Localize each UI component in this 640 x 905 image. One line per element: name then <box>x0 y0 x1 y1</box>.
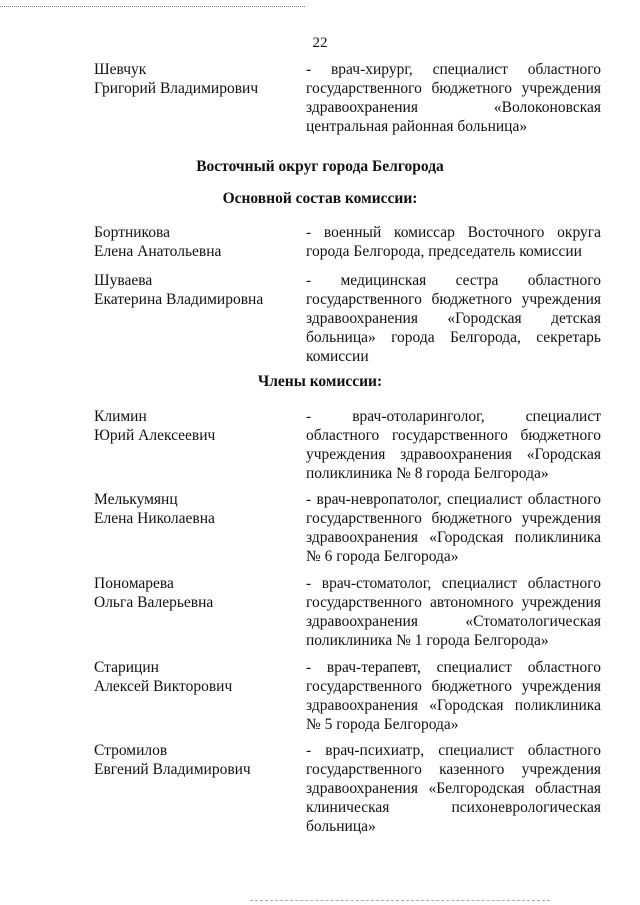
given-names: Елена Николаевна <box>94 510 215 527</box>
bottom-scan-edge <box>250 900 550 901</box>
person-name <box>94 60 299 98</box>
given-names: Елена Анатольевна <box>94 243 222 260</box>
person-position: - военный комиссар Восточного округа города Белгорода, председатель комиссии <box>306 224 601 260</box>
person-name <box>94 407 299 445</box>
surname: Климин <box>94 408 147 425</box>
page-number: 22 <box>312 35 328 51</box>
person-name <box>94 574 299 612</box>
surname: Пономарева <box>94 575 174 592</box>
given-names: Алексей Викторович <box>94 678 233 695</box>
surname: Бортникова <box>94 224 171 241</box>
person-position: - врач-терапевт, специалист областного государственного бюджетного учреждения здравоохранения «Городская поликлиника № 5 города Белгорода» <box>306 659 601 733</box>
given-names: Григорий Владимирович <box>94 80 259 97</box>
given-names: Ольга Валерьевна <box>94 594 214 611</box>
surname: Шевчук <box>94 61 147 78</box>
person-position: - врач-отоларинголог, специалист областного государственного бюджетного учреждения здравоохранения «Городская поликлиника № 8 города Белгорода» <box>306 408 601 482</box>
person-position: - врач-психиатр, специалист областного государственного казенного учреждения здравоохранения «Белгородская областная клиническая психоневрологическая больница» <box>306 742 601 835</box>
given-names: Евгений Владимирович <box>94 761 251 778</box>
given-names: Екатерина Владимировна <box>94 291 264 308</box>
person-name <box>94 658 299 696</box>
members-heading: Члены комиссии: <box>257 373 383 390</box>
person-position: - врач-невропатолог, специалист областного государственного бюджетного учреждения здравоохранения «Городская поликлиника № 6 города Белгорода» <box>306 491 601 565</box>
given-names: Юрий Алексеевич <box>94 427 216 444</box>
person-name <box>94 490 299 528</box>
person-name <box>94 223 299 261</box>
person-name <box>94 271 299 309</box>
surname: Шуваева <box>94 272 153 289</box>
surname: Стромилов <box>94 742 168 759</box>
person-position: - врач-хирург, специалист областного государственного бюджетного учреждения здравоохранения «Волоконовская центральная районная больница» <box>306 61 601 135</box>
district-heading: Восточный округ города Белгорода <box>196 158 444 175</box>
person-name <box>94 741 299 779</box>
person-position: - медицинская сестра областного государственного бюджетного учреждения здравоохранения «Городская детская больница» города Белгорода, секретарь комиссии <box>306 272 601 365</box>
core-composition-heading: Основной состав комиссии: <box>222 190 418 207</box>
top-scan-edge <box>0 6 305 7</box>
surname: Старицин <box>94 659 159 676</box>
person-position: - врач-стоматолог, специалист областного государственного автономного учреждения здравоохранения «Стоматологическая поликлиника № 1 города Белгорода» <box>306 575 601 649</box>
surname: Мелькумянц <box>94 491 178 508</box>
